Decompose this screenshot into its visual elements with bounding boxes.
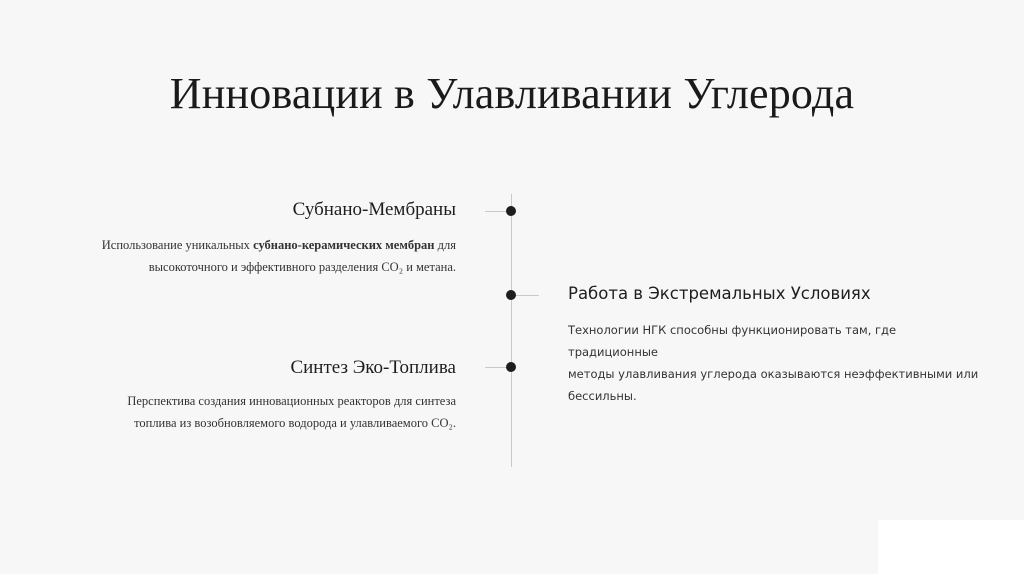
description-text: Использование уникальных — [101, 238, 254, 252]
description-bold-text: субнано-керамических мембран — [253, 238, 435, 252]
timeline-axis — [511, 194, 512, 467]
timeline-item-description — [36, 234, 456, 278]
description-text: высокоточного и эффективного разделения CO₂ и метана. — [148, 260, 456, 274]
timeline-item-description — [36, 390, 456, 434]
timeline-connector — [512, 295, 539, 296]
description-text: топлива из возобновляемого водорода и улавливаемого CO₂. — [134, 416, 456, 430]
slide-title: Инновации в Улавливании Углерода — [169, 69, 855, 118]
timeline-item-title: Субнано-Мембраны — [292, 199, 456, 220]
timeline-dot — [506, 206, 516, 216]
timeline-item-title: Работа в Экстремальных Условиях — [568, 284, 871, 303]
corner-overlay — [878, 520, 1024, 574]
description-text: Перспектива создания инновационных реакторов для синтеза — [127, 394, 456, 408]
description-text: бессильны. — [568, 389, 637, 403]
timeline-item-title: Синтез Эко-Топлива — [290, 357, 456, 378]
timeline-dot — [506, 362, 516, 372]
description-text: Технологии НГК способны функционировать там, где традиционные — [568, 323, 897, 359]
description-text: для — [434, 238, 456, 252]
description-text: методы улавливания углерода оказываются неэффективными или — [568, 367, 979, 381]
timeline-item-description — [568, 319, 988, 407]
timeline-dot — [506, 290, 516, 300]
